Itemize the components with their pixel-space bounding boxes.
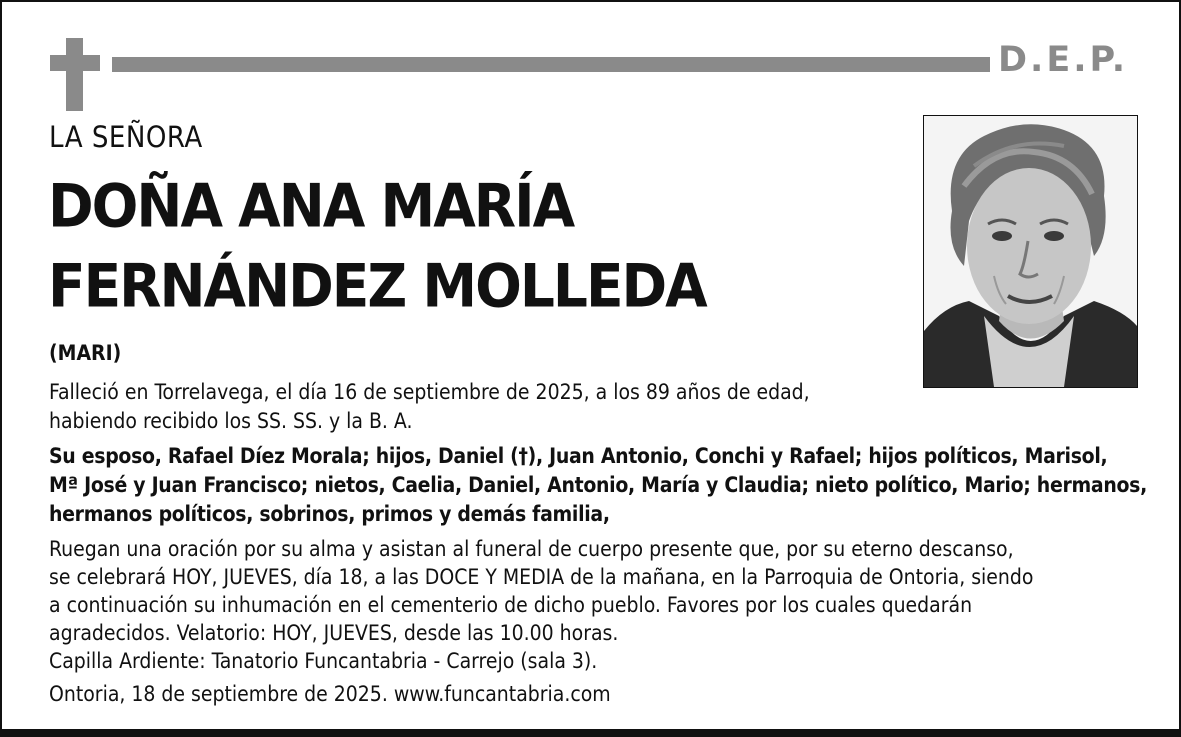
cross-icon xyxy=(66,38,83,111)
family-line: Su esposo, Rafael Díez Morala; hijos, Daniel (†), Juan Antonio, Conchi y Rafael; hijos políticos, Marisol, xyxy=(49,444,1108,468)
header-rule xyxy=(112,57,990,72)
death-notice-line: habiendo recibido los SS. SS. y la B. A. xyxy=(49,409,413,433)
family-line: hermanos políticos, sobrinos, primos y demás familia, xyxy=(49,502,610,526)
funeral-details-line: se celebrará HOY, JUEVES, día 18, a las DOCE Y MEDIA de la mañana, en la Parroquia de Ontoria, siendo xyxy=(49,565,1034,589)
cross-icon-arm xyxy=(50,55,100,71)
place-date-website-line: Ontoria, 18 de septiembre de 2025. www.funcantabria.com xyxy=(49,682,611,706)
nickname: (MARI) xyxy=(49,341,122,365)
death-notice-line: Falleció en Torrelavega, el día 16 de septiembre de 2025, a los 89 años de edad, xyxy=(49,380,810,404)
intro-label: LA SEÑORA xyxy=(49,120,203,154)
deceased-name-line-2: FERNÁNDEZ MOLLEDA xyxy=(48,251,706,321)
portrait-photo xyxy=(923,115,1138,388)
portrait-illustration xyxy=(924,116,1137,387)
funeral-details-line: a continuación su inhumación en el cementerio de dicho pueblo. Favores por los cuales quedarán xyxy=(49,593,973,617)
chapel-line: Capilla Ardiente: Tanatorio Funcantabria - Carrejo (sala 3). xyxy=(49,649,598,673)
family-line: Mª José y Juan Francisco; nietos, Caelia, Daniel, Antonio, María y Claudia; nieto político, Mario; hermanos, xyxy=(49,473,1147,497)
funeral-details-line: agradecidos. Velatorio: HOY, JUEVES, desde las 10.00 horas. xyxy=(49,621,619,645)
funeral-details-line: Ruegan una oración por su alma y asistan al funeral de cuerpo presente que, por su eterno descanso, xyxy=(49,537,1014,561)
dep-label: D.E.P. xyxy=(998,40,1129,80)
deceased-name-line-1: DOÑA ANA MARÍA xyxy=(48,171,574,241)
